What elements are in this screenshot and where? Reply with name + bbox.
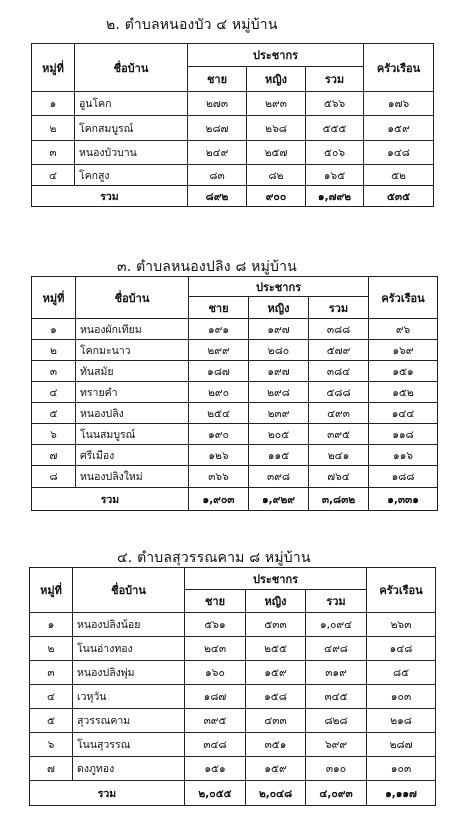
population-table (29, 567, 436, 806)
female-cell: ๕๓๓ (246, 613, 306, 637)
population-table (31, 276, 438, 511)
male-cell: ๒๕๔ (189, 403, 249, 424)
male-cell: ๑๕๑ (185, 757, 246, 781)
sum-total-cell: ๔,๐๙๓ (306, 781, 367, 806)
header-row (32, 277, 438, 297)
male-cell: ๑๘๗ (185, 685, 246, 709)
households-cell: ๑๔๘ (364, 141, 434, 165)
households-cell: ๑๐๓ (367, 685, 436, 709)
sum-male-cell: ๒,๐๕๕ (185, 781, 246, 806)
female-cell: ๒๐๕ (249, 424, 309, 445)
village-name-cell: ทันสมัย (76, 361, 189, 382)
female-cell: ๓๕๑ (246, 733, 306, 757)
village-no-cell: ๓ (30, 661, 73, 685)
total-cell: ๓๙๕ (309, 424, 369, 445)
male-cell: ๒๙๐ (189, 382, 249, 403)
table-row (32, 141, 434, 165)
households-cell: ๑๘๘ (369, 466, 438, 488)
village-no-cell: ๖ (32, 424, 76, 445)
female-cell: ๑๕๙ (246, 757, 306, 781)
village-no-cell: ๕ (30, 709, 73, 733)
households-cell: ๑๕๙ (364, 116, 434, 141)
col-header-female: หญิง (249, 297, 309, 319)
total-cell: ๕๗๙ (309, 340, 369, 361)
households-cell: ๒๘๗ (367, 733, 436, 757)
table-row (32, 424, 438, 445)
total-cell: ๓๘๔ (309, 361, 369, 382)
male-cell: ๒๗๓ (188, 92, 247, 116)
households-cell: ๒๑๘ (367, 709, 436, 733)
male-cell: ๑๙๑ (189, 319, 249, 340)
households-cell: ๑๗๖ (364, 92, 434, 116)
female-cell: ๒๙๘ (249, 382, 309, 403)
village-name-cell: สุวรรณคาม (73, 709, 185, 733)
total-cell: ๕๕๕ (306, 116, 364, 141)
col-header-total: รวม (309, 297, 369, 319)
total-cell: ๑,๐๙๔ (306, 613, 367, 637)
col-header-total: รวม (306, 590, 367, 613)
female-cell: ๓๙๘ (249, 466, 309, 488)
village-no-cell: ๔ (30, 685, 73, 709)
col-header-households: ครัวเรือน (369, 277, 438, 319)
sum-total-cell: ๓,๘๓๒ (309, 488, 369, 511)
female-cell: ๒๓๙ (249, 403, 309, 424)
village-name-cell: หนองบัวบาน (75, 141, 188, 165)
header-row (30, 568, 436, 590)
total-label: รวม (32, 186, 188, 207)
sum-female-cell: ๙๐๐ (247, 186, 306, 207)
col-header-population: ประชากร (188, 44, 364, 67)
table-row (32, 92, 434, 116)
village-no-cell: ๗ (32, 445, 76, 466)
total-cell: ๔๙๘ (306, 637, 367, 661)
village-name-cell: โนนสมบูรณ์ (76, 424, 189, 445)
total-cell: ๗๖๔ (309, 466, 369, 488)
male-cell: ๒๔๓ (185, 637, 246, 661)
table-row (32, 165, 434, 186)
sum-female-cell: ๒,๐๔๘ (246, 781, 306, 806)
sum-female-cell: ๑,๙๒๙ (249, 488, 309, 511)
total-label: รวม (32, 488, 189, 511)
village-name-cell: หนองปลิงน้อย (73, 613, 185, 637)
male-cell: ๕๖๑ (185, 613, 246, 637)
households-cell: ๑๕๑ (369, 361, 438, 382)
female-cell: ๑๙๗ (249, 361, 309, 382)
total-cell: ๓๘๘ (309, 319, 369, 340)
female-cell: ๘๒ (247, 165, 306, 186)
sum-hh-cell: ๑,๑๑๗ (367, 781, 436, 806)
male-cell: ๘๓ (188, 165, 247, 186)
village-name-cell: โนนอ่างทอง (73, 637, 185, 661)
male-cell: ๑๘๗ (189, 361, 249, 382)
table-row (30, 613, 436, 637)
total-row (30, 781, 436, 806)
village-name-cell: ดงภูทอง (73, 757, 185, 781)
total-cell: ๕๖๖ (306, 92, 364, 116)
village-name-cell: หนองผักเทียม (76, 319, 189, 340)
male-cell: ๑๒๖ (189, 445, 249, 466)
sum-male-cell: ๘๙๒ (188, 186, 247, 207)
table-row (30, 637, 436, 661)
col-header-male: ชาย (185, 590, 246, 613)
table-row (32, 466, 438, 488)
female-cell: ๒๘๐ (249, 340, 309, 361)
male-cell: ๑๖๐ (185, 661, 246, 685)
village-no-cell: ๓ (32, 141, 75, 165)
sum-male-cell: ๑,๙๐๓ (189, 488, 249, 511)
total-row (32, 488, 438, 511)
village-name-cell: หนองปลิง (76, 403, 189, 424)
village-no-cell: ๗ (30, 757, 73, 781)
col-header-total: รวม (306, 67, 364, 92)
households-cell: ๙๖ (369, 319, 438, 340)
village-name-cell: ทรายคำ (76, 382, 189, 403)
village-no-cell: ๔ (32, 165, 75, 186)
total-cell: ๓๑๐ (306, 757, 367, 781)
male-cell: ๒๘๗ (188, 116, 247, 141)
section-title: ๒. ตำบลหนองบัว ๔ หมู่บ้าน (106, 17, 278, 33)
households-cell: ๑๕๒ (369, 382, 438, 403)
male-cell: ๓๖๖ (189, 466, 249, 488)
col-header-female: หญิง (246, 590, 306, 613)
households-cell: ๘๕ (367, 661, 436, 685)
sum-total-cell: ๑,๗๙๒ (306, 186, 364, 207)
section-title: ๔. ตำบลสุวรรณคาม ๘ หมู่บ้าน (117, 550, 311, 566)
col-header-female: หญิง (247, 67, 306, 92)
total-cell: ๓๑๙ (306, 661, 367, 685)
households-cell: ๑๖๙ (369, 340, 438, 361)
households-cell: ๑๐๓ (367, 757, 436, 781)
village-name-cell: โคกมะนาว (76, 340, 189, 361)
table-row (32, 382, 438, 403)
male-cell: ๒๔๙ (188, 141, 247, 165)
households-cell: ๑๑๖ (369, 445, 438, 466)
village-no-cell: ๕ (32, 403, 76, 424)
total-cell: ๔๙๓ (309, 403, 369, 424)
male-cell: ๒๙๙ (189, 340, 249, 361)
total-label: รวม (30, 781, 185, 806)
table-row (32, 340, 438, 361)
section-title: ๓. ตำบลหนองปลิง ๘ หมู่บ้าน (117, 259, 297, 275)
col-header-population: ประชากร (189, 277, 369, 297)
col-header-village-name: ชื่อบ้าน (75, 44, 188, 92)
total-cell: ๒๔๑ (309, 445, 369, 466)
col-header-village-name: ชื่อบ้าน (73, 568, 185, 613)
village-no-cell: ๓ (32, 361, 76, 382)
female-cell: ๒๕๗ (247, 141, 306, 165)
table-row (30, 733, 436, 757)
village-no-cell: ๒ (32, 340, 76, 361)
male-cell: ๓๙๕ (185, 709, 246, 733)
village-no-cell: ๑ (32, 319, 76, 340)
col-header-village-no: หมู่ที่ (32, 44, 75, 92)
village-name-cell: ศรีเมือง (76, 445, 189, 466)
female-cell: ๑๙๗ (249, 319, 309, 340)
female-cell: ๑๕๙ (246, 661, 306, 685)
households-cell: ๒๖๓ (367, 613, 436, 637)
male-cell: ๑๙๐ (189, 424, 249, 445)
village-name-cell: โนนสุวรรณ (73, 733, 185, 757)
total-cell: ๑๖๕ (306, 165, 364, 186)
table-row (30, 757, 436, 781)
village-no-cell: ๑ (30, 613, 73, 637)
col-header-village-name: ชื่อบ้าน (76, 277, 189, 319)
col-header-male: ชาย (189, 297, 249, 319)
table-row (30, 685, 436, 709)
col-header-households: ครัวเรือน (364, 44, 434, 92)
total-cell: ๓๔๕ (306, 685, 367, 709)
col-header-male: ชาย (188, 67, 247, 92)
total-cell: ๖๙๙ (306, 733, 367, 757)
sum-hh-cell: ๕๓๕ (364, 186, 434, 207)
households-cell: ๑๔๘ (367, 637, 436, 661)
table-row (30, 709, 436, 733)
female-cell: ๔๓๓ (246, 709, 306, 733)
female-cell: ๒๙๓ (247, 92, 306, 116)
households-cell: ๑๔๔ (369, 403, 438, 424)
col-header-village-no: หมู่ที่ (32, 277, 76, 319)
male-cell: ๓๔๘ (185, 733, 246, 757)
village-name-cell: หนองปลิงใหม่ (76, 466, 189, 488)
population-table (31, 43, 434, 207)
households-cell: ๑๑๘ (369, 424, 438, 445)
table-row (32, 445, 438, 466)
table-row (32, 116, 434, 141)
table-row (30, 661, 436, 685)
village-no-cell: ๒ (30, 637, 73, 661)
female-cell: ๒๕๕ (246, 637, 306, 661)
total-cell: ๕๘๘ (309, 382, 369, 403)
col-header-households: ครัวเรือน (367, 568, 436, 613)
sum-hh-cell: ๑,๓๓๑ (369, 488, 438, 511)
header-row (32, 44, 434, 67)
col-header-population: ประชากร (185, 568, 367, 590)
col-header-village-no: หมู่ที่ (30, 568, 73, 613)
village-no-cell: ๘ (32, 466, 76, 488)
female-cell: ๑๑๕ (249, 445, 309, 466)
table-row (32, 319, 438, 340)
village-name-cell: อูนโคก (75, 92, 188, 116)
village-name-cell: โคกสูง (75, 165, 188, 186)
total-cell: ๘๒๘ (306, 709, 367, 733)
total-cell: ๕๐๖ (306, 141, 364, 165)
village-name-cell: เวหุวัน (73, 685, 185, 709)
female-cell: ๒๖๘ (247, 116, 306, 141)
female-cell: ๑๕๘ (246, 685, 306, 709)
table-row (32, 361, 438, 382)
village-no-cell: ๔ (32, 382, 76, 403)
households-cell: ๕๒ (364, 165, 434, 186)
village-no-cell: ๒ (32, 116, 75, 141)
table-row (32, 403, 438, 424)
village-no-cell: ๖ (30, 733, 73, 757)
village-no-cell: ๑ (32, 92, 75, 116)
total-row (32, 186, 434, 207)
village-name-cell: หนองปลิงพุ่ม (73, 661, 185, 685)
village-name-cell: โคกสมบูรณ์ (75, 116, 188, 141)
